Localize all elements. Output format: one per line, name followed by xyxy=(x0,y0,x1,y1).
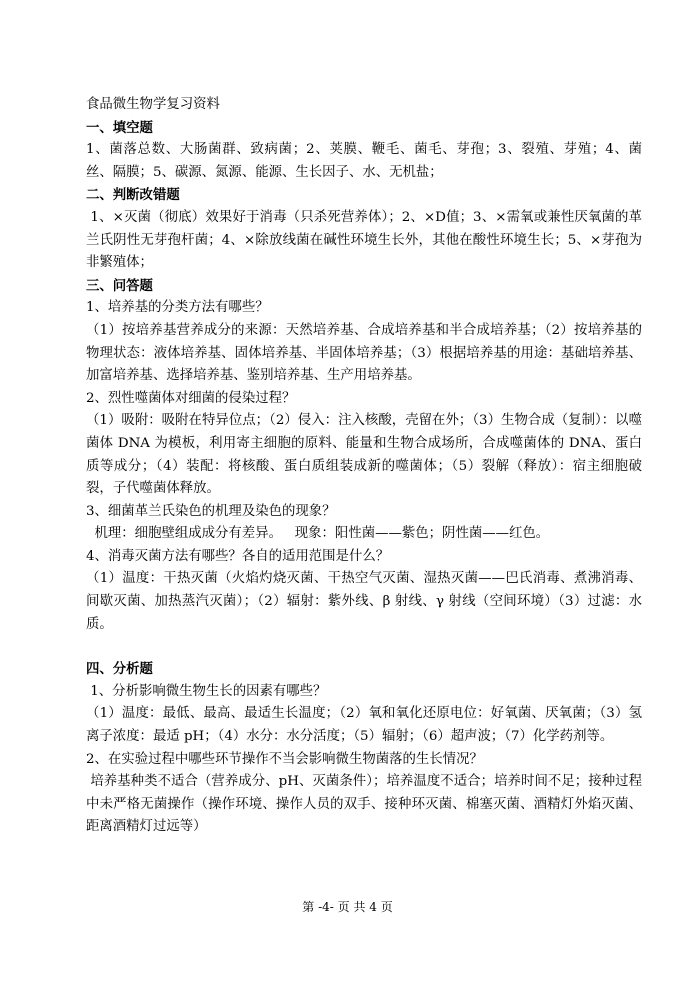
question: 1、分析影响微生物生长的因素有哪些？ xyxy=(86,683,327,699)
question: 1、培养基的分类方法有哪些？ xyxy=(86,300,269,316)
answer: 机理：细胞壁组成成分有差异。 现象：阳性菌——紫色；阴性菌——红色。 xyxy=(86,526,550,542)
blank-line xyxy=(86,636,642,658)
question: 2、在实验过程中哪些环节操作不当会影响微生物菌落的生长情况？ xyxy=(86,751,483,767)
answer: （1）温度：最低、最高、最适生长温度；（2）氧和氧化还原电位：好氧菌、厌氧菌；（3）氢离子浓度：最适 pH；（4）水分：水分活度；（5）辐射；（6）超声波；（7）化学药剂等。 xyxy=(86,706,642,745)
question: 4、消毒灭菌方法有哪些？各自的适用范围是什么？ xyxy=(86,548,390,564)
paragraph: 1、×灭菌（彻底）效果好于消毒（只杀死营养体）；2、×D值；3、×需氧或兼性厌氧菌的革兰氏阴性无芽孢杆菌；4、×除放线菌在碱性环境生长外，其他在酸性环境生长；5、×芽孢为非繁殖体； xyxy=(86,209,642,271)
section-heading-qa: 三、问答题 xyxy=(86,277,153,294)
paragraph: 1、菌落总数、大肠菌群、致病菌；2、荚膜、鞭毛、菌毛、芽孢；3、裂殖、芽殖；4、菌丝、隔膜；5、碳源、氮源、能源、生长因子、水、无机盐； xyxy=(86,142,642,180)
answer: （1）温度：干热灭菌（火焰灼烧灭菌、干热空气灭菌、湿热灭菌——巴氏消毒、煮沸消毒、间歇灭菌、加热蒸汽灭菌）；（2）辐射：紫外线、β 射线、γ 射线（空间环境）（3）过滤：水质。 xyxy=(86,571,642,632)
page-footer: 第 -4- 页 共 4 页 xyxy=(302,900,393,914)
answer: （1）吸附：吸附在特异位点；（2）侵入：注入核酸，壳留在外；（3）生物合成（复制）：以噬菌体 DNA 为模板，利用寄主细胞的原料、能量和生物合成场所，合成噬菌体的 DNA、蛋白质等成分；（4）装配：将核酸、蛋白质组装成新的噬菌体；（5）裂解（释放）：宿主细胞破裂，子代噬菌体释放。 xyxy=(86,413,642,497)
question: 2、烈性噬菌体对细菌的侵染过程？ xyxy=(86,390,296,406)
document-body xyxy=(86,94,642,839)
section-heading-analysis: 四、分析题 xyxy=(86,661,153,678)
answer: 培养基种类不适合（营养成分、pH、灭菌条件）；培养温度不适合；培养时间不足；接种过程中未严格无菌操作（操作环境、操作人员的双手、接种环灭菌、棉塞灭菌、酒精灯外焰灭菌、距离酒精灯过远等） xyxy=(86,774,642,835)
section-heading-true-false: 二、判断改错题 xyxy=(86,187,180,204)
document-title: 食品微生物学复习资料 xyxy=(86,97,220,112)
section-heading-fill-blank: 一、填空题 xyxy=(86,119,153,136)
question: 3、细菌革兰氏染色的机理及染色的现象？ xyxy=(86,503,336,519)
answer: （1）按培养基营养成分的来源：天然培养基、合成培养基和半合成培养基；（2）按培养基的物理状态：液体培养基、固体培养基、半固体培养基；（3）根据培养基的用途：基础培养基、加富培养基、选择培养基、鉴别培养基、生产用培养基。 xyxy=(86,322,642,384)
